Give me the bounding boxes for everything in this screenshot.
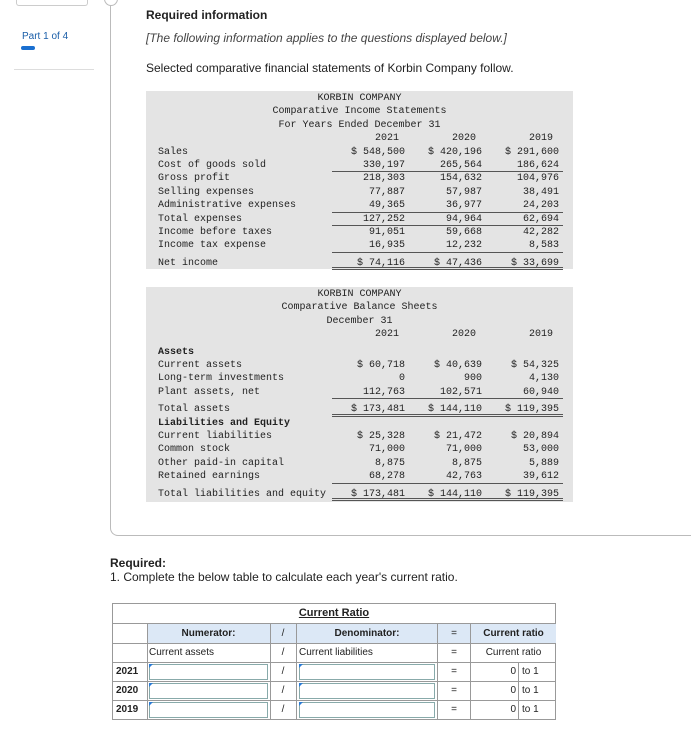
row-value: 42,282 bbox=[522, 226, 559, 238]
row-label: Long-term investments bbox=[158, 373, 285, 385]
input-marker bbox=[149, 664, 153, 668]
row-value: 8,875 bbox=[374, 457, 405, 469]
numerator-header: Numerator: bbox=[147, 624, 270, 643]
row-value: $ 20,894 bbox=[510, 430, 559, 442]
row-value: 59,668 bbox=[445, 226, 482, 238]
row-value: 186,624 bbox=[486, 159, 563, 172]
intro-text: Selected comparative financial statements of Korbin Company follow. bbox=[146, 61, 514, 75]
row-value: 53,000 bbox=[522, 444, 559, 456]
balance-period: December 31 bbox=[326, 315, 393, 327]
equals-sign: = bbox=[451, 647, 457, 658]
row-value: 42,763 bbox=[409, 470, 486, 483]
row-value: $ 144,110 bbox=[409, 403, 486, 416]
balance-year-header bbox=[146, 328, 573, 341]
row-value: $ 291,600 bbox=[504, 146, 559, 158]
statement-row bbox=[146, 386, 573, 399]
row-value: 112,763 bbox=[332, 386, 409, 399]
divide-sign: / bbox=[270, 624, 296, 643]
statement-row bbox=[146, 226, 573, 239]
year-2021: 2021 bbox=[374, 329, 399, 341]
row-value: 8,583 bbox=[486, 239, 563, 252]
assets-heading: Assets bbox=[158, 346, 195, 358]
row-value: $ 47,436 bbox=[409, 257, 486, 270]
row-label: Total expenses bbox=[158, 213, 243, 225]
row-value: 24,203 bbox=[486, 199, 563, 212]
row-value: 71,000 bbox=[445, 444, 482, 456]
row-label: Gross profit bbox=[158, 173, 231, 185]
denominator-header: Denominator: bbox=[297, 624, 437, 643]
row-value: 49,365 bbox=[332, 199, 409, 212]
input-marker bbox=[149, 702, 153, 706]
row-label: Selling expenses bbox=[158, 186, 255, 198]
row-label: Current liabilities bbox=[158, 430, 273, 442]
denominator-input[interactable] bbox=[299, 683, 435, 699]
row-label: Cost of goods sold bbox=[158, 160, 267, 171]
row-label: Income tax expense bbox=[158, 240, 267, 252]
statement-row bbox=[146, 470, 573, 483]
row-value: 102,571 bbox=[409, 386, 486, 399]
denominator-input[interactable] bbox=[299, 664, 435, 680]
numerator-input[interactable] bbox=[149, 664, 268, 680]
row-value: 77,887 bbox=[368, 186, 405, 198]
row-value: $ 420,196 bbox=[427, 146, 482, 158]
equals-sign: = bbox=[438, 624, 470, 643]
statement-row bbox=[146, 146, 573, 159]
row-value: 94,964 bbox=[409, 213, 486, 226]
row-value: $ 144,110 bbox=[409, 488, 486, 501]
equals-sign: = bbox=[451, 685, 457, 696]
part-indicator[interactable]: Part 1 of 4 bbox=[22, 31, 69, 42]
year-label: 2019 bbox=[116, 704, 139, 715]
part-progress-bar bbox=[21, 46, 35, 50]
row-label: Sales bbox=[158, 146, 189, 158]
input-marker bbox=[299, 702, 303, 706]
row-value: 900 bbox=[463, 373, 482, 385]
equals-sign: = bbox=[451, 666, 457, 677]
current-ratio-value: 0 bbox=[510, 666, 516, 677]
row-value: 68,278 bbox=[332, 470, 409, 483]
row-value: 330,197 bbox=[332, 159, 409, 172]
row-value: $ 54,325 bbox=[510, 360, 559, 371]
numerator-input[interactable] bbox=[149, 702, 268, 718]
row-value: 0 bbox=[398, 373, 405, 385]
statement-row bbox=[146, 403, 573, 416]
statement-row bbox=[146, 213, 573, 226]
statement-row bbox=[146, 172, 573, 185]
row-label: Total liabilities and equity bbox=[158, 488, 327, 500]
statement-row bbox=[146, 457, 573, 470]
year-2020: 2020 bbox=[451, 329, 476, 341]
row-label: Administrative expenses bbox=[158, 200, 297, 212]
required-info-title: Required information bbox=[146, 8, 268, 22]
row-value: 127,252 bbox=[332, 213, 409, 226]
row-value: $ 33,699 bbox=[486, 257, 563, 270]
row-value: $ 173,481 bbox=[332, 403, 409, 416]
balance-company: KORBIN COMPANY bbox=[317, 289, 402, 300]
year-2020: 2020 bbox=[451, 133, 476, 145]
row-value: $ 40,639 bbox=[433, 360, 482, 371]
row-value: $ 21,472 bbox=[433, 430, 482, 442]
row-value: 60,940 bbox=[486, 386, 563, 399]
row-value: 4,130 bbox=[528, 373, 559, 385]
row-label: Net income bbox=[158, 257, 219, 269]
row-value: 12,232 bbox=[409, 239, 486, 252]
row-value: 39,612 bbox=[486, 470, 563, 483]
row-label: Plant assets, net bbox=[158, 386, 261, 398]
row-value: 71,000 bbox=[368, 444, 405, 456]
row-label: Other paid-in capital bbox=[158, 457, 285, 469]
statement-row bbox=[146, 186, 573, 199]
row-value: 265,564 bbox=[409, 159, 486, 172]
row-value: 38,491 bbox=[522, 186, 559, 198]
year-2019: 2019 bbox=[528, 133, 553, 145]
year-2019: 2019 bbox=[528, 329, 553, 341]
row-value: 104,976 bbox=[516, 173, 559, 185]
statement-row bbox=[146, 372, 573, 385]
current-ratio-table bbox=[112, 603, 556, 720]
statement-row bbox=[146, 257, 573, 270]
required-info-note: [The following information applies to the questions displayed below.] bbox=[146, 31, 507, 45]
balance-sheet bbox=[146, 287, 573, 502]
divide-sign: / bbox=[281, 685, 285, 696]
row-value: 16,935 bbox=[332, 239, 409, 252]
divide-sign: / bbox=[281, 647, 285, 658]
year-label: 2020 bbox=[116, 685, 139, 696]
current-ratio-value: 0 bbox=[510, 704, 516, 715]
liabilities-heading: Liabilities and Equity bbox=[158, 417, 291, 429]
statement-row bbox=[146, 239, 573, 252]
income-year-header bbox=[146, 132, 573, 145]
divide-sign: / bbox=[281, 666, 285, 677]
ratio-table-title: Current Ratio bbox=[298, 607, 370, 619]
input-marker bbox=[299, 683, 303, 687]
row-label: Retained earnings bbox=[158, 471, 261, 483]
row-value: 57,987 bbox=[445, 186, 482, 198]
denominator-input[interactable] bbox=[299, 702, 435, 718]
income-statement bbox=[146, 91, 573, 269]
statement-row bbox=[146, 159, 573, 172]
numerator-label: Current assets bbox=[149, 647, 215, 658]
row-value: 154,632 bbox=[439, 173, 482, 185]
current-ratio-value: 0 bbox=[510, 685, 516, 696]
year-2021: 2021 bbox=[374, 133, 399, 145]
divide-sign: / bbox=[281, 704, 285, 715]
result-header: Current ratio bbox=[471, 624, 556, 643]
income-period: For Years Ended December 31 bbox=[278, 119, 441, 131]
statement-row bbox=[146, 359, 573, 372]
ratio-suffix: to 1 bbox=[518, 701, 556, 719]
row-value: 218,303 bbox=[362, 173, 405, 185]
previous-part-box[interactable] bbox=[16, 0, 88, 6]
statement-row bbox=[146, 430, 573, 443]
row-value: 91,051 bbox=[368, 226, 405, 238]
result-label: Current ratio bbox=[485, 647, 542, 658]
row-value: $ 119,395 bbox=[486, 403, 563, 416]
balance-title: Comparative Balance Sheets bbox=[281, 302, 438, 314]
row-value: $ 119,395 bbox=[486, 488, 563, 501]
row-value: $ 25,328 bbox=[356, 430, 405, 442]
row-value: 62,694 bbox=[486, 213, 563, 226]
ratio-suffix: to 1 bbox=[518, 663, 556, 681]
row-value: 8,875 bbox=[451, 457, 482, 469]
input-marker bbox=[299, 664, 303, 668]
row-value: $ 74,116 bbox=[332, 257, 409, 270]
row-value: 36,977 bbox=[409, 199, 486, 212]
row-label: Total assets bbox=[158, 404, 231, 416]
required-heading: Required: bbox=[110, 556, 167, 570]
equals-sign: = bbox=[451, 704, 457, 715]
ratio-suffix: to 1 bbox=[518, 682, 556, 700]
income-title: Comparative Income Statements bbox=[272, 106, 447, 118]
row-value: $ 173,481 bbox=[332, 488, 409, 501]
year-label: 2021 bbox=[116, 666, 139, 677]
numerator-input[interactable] bbox=[149, 683, 268, 699]
income-company: KORBIN COMPANY bbox=[317, 93, 402, 104]
divider bbox=[14, 69, 94, 70]
required-instruction: 1. Complete the below table to calculate each year's current ratio. bbox=[110, 570, 458, 584]
statement-row bbox=[146, 488, 573, 501]
row-value: $ 60,718 bbox=[356, 360, 405, 371]
input-marker bbox=[149, 683, 153, 687]
statement-row bbox=[146, 443, 573, 456]
row-value: $ 548,500 bbox=[350, 146, 405, 158]
statement-row bbox=[146, 199, 573, 212]
row-value: 5,889 bbox=[528, 457, 559, 469]
row-label: Income before taxes bbox=[158, 226, 273, 238]
denominator-label: Current liabilities bbox=[299, 647, 373, 658]
row-label: Current assets bbox=[158, 360, 243, 371]
row-label: Common stock bbox=[158, 444, 231, 456]
